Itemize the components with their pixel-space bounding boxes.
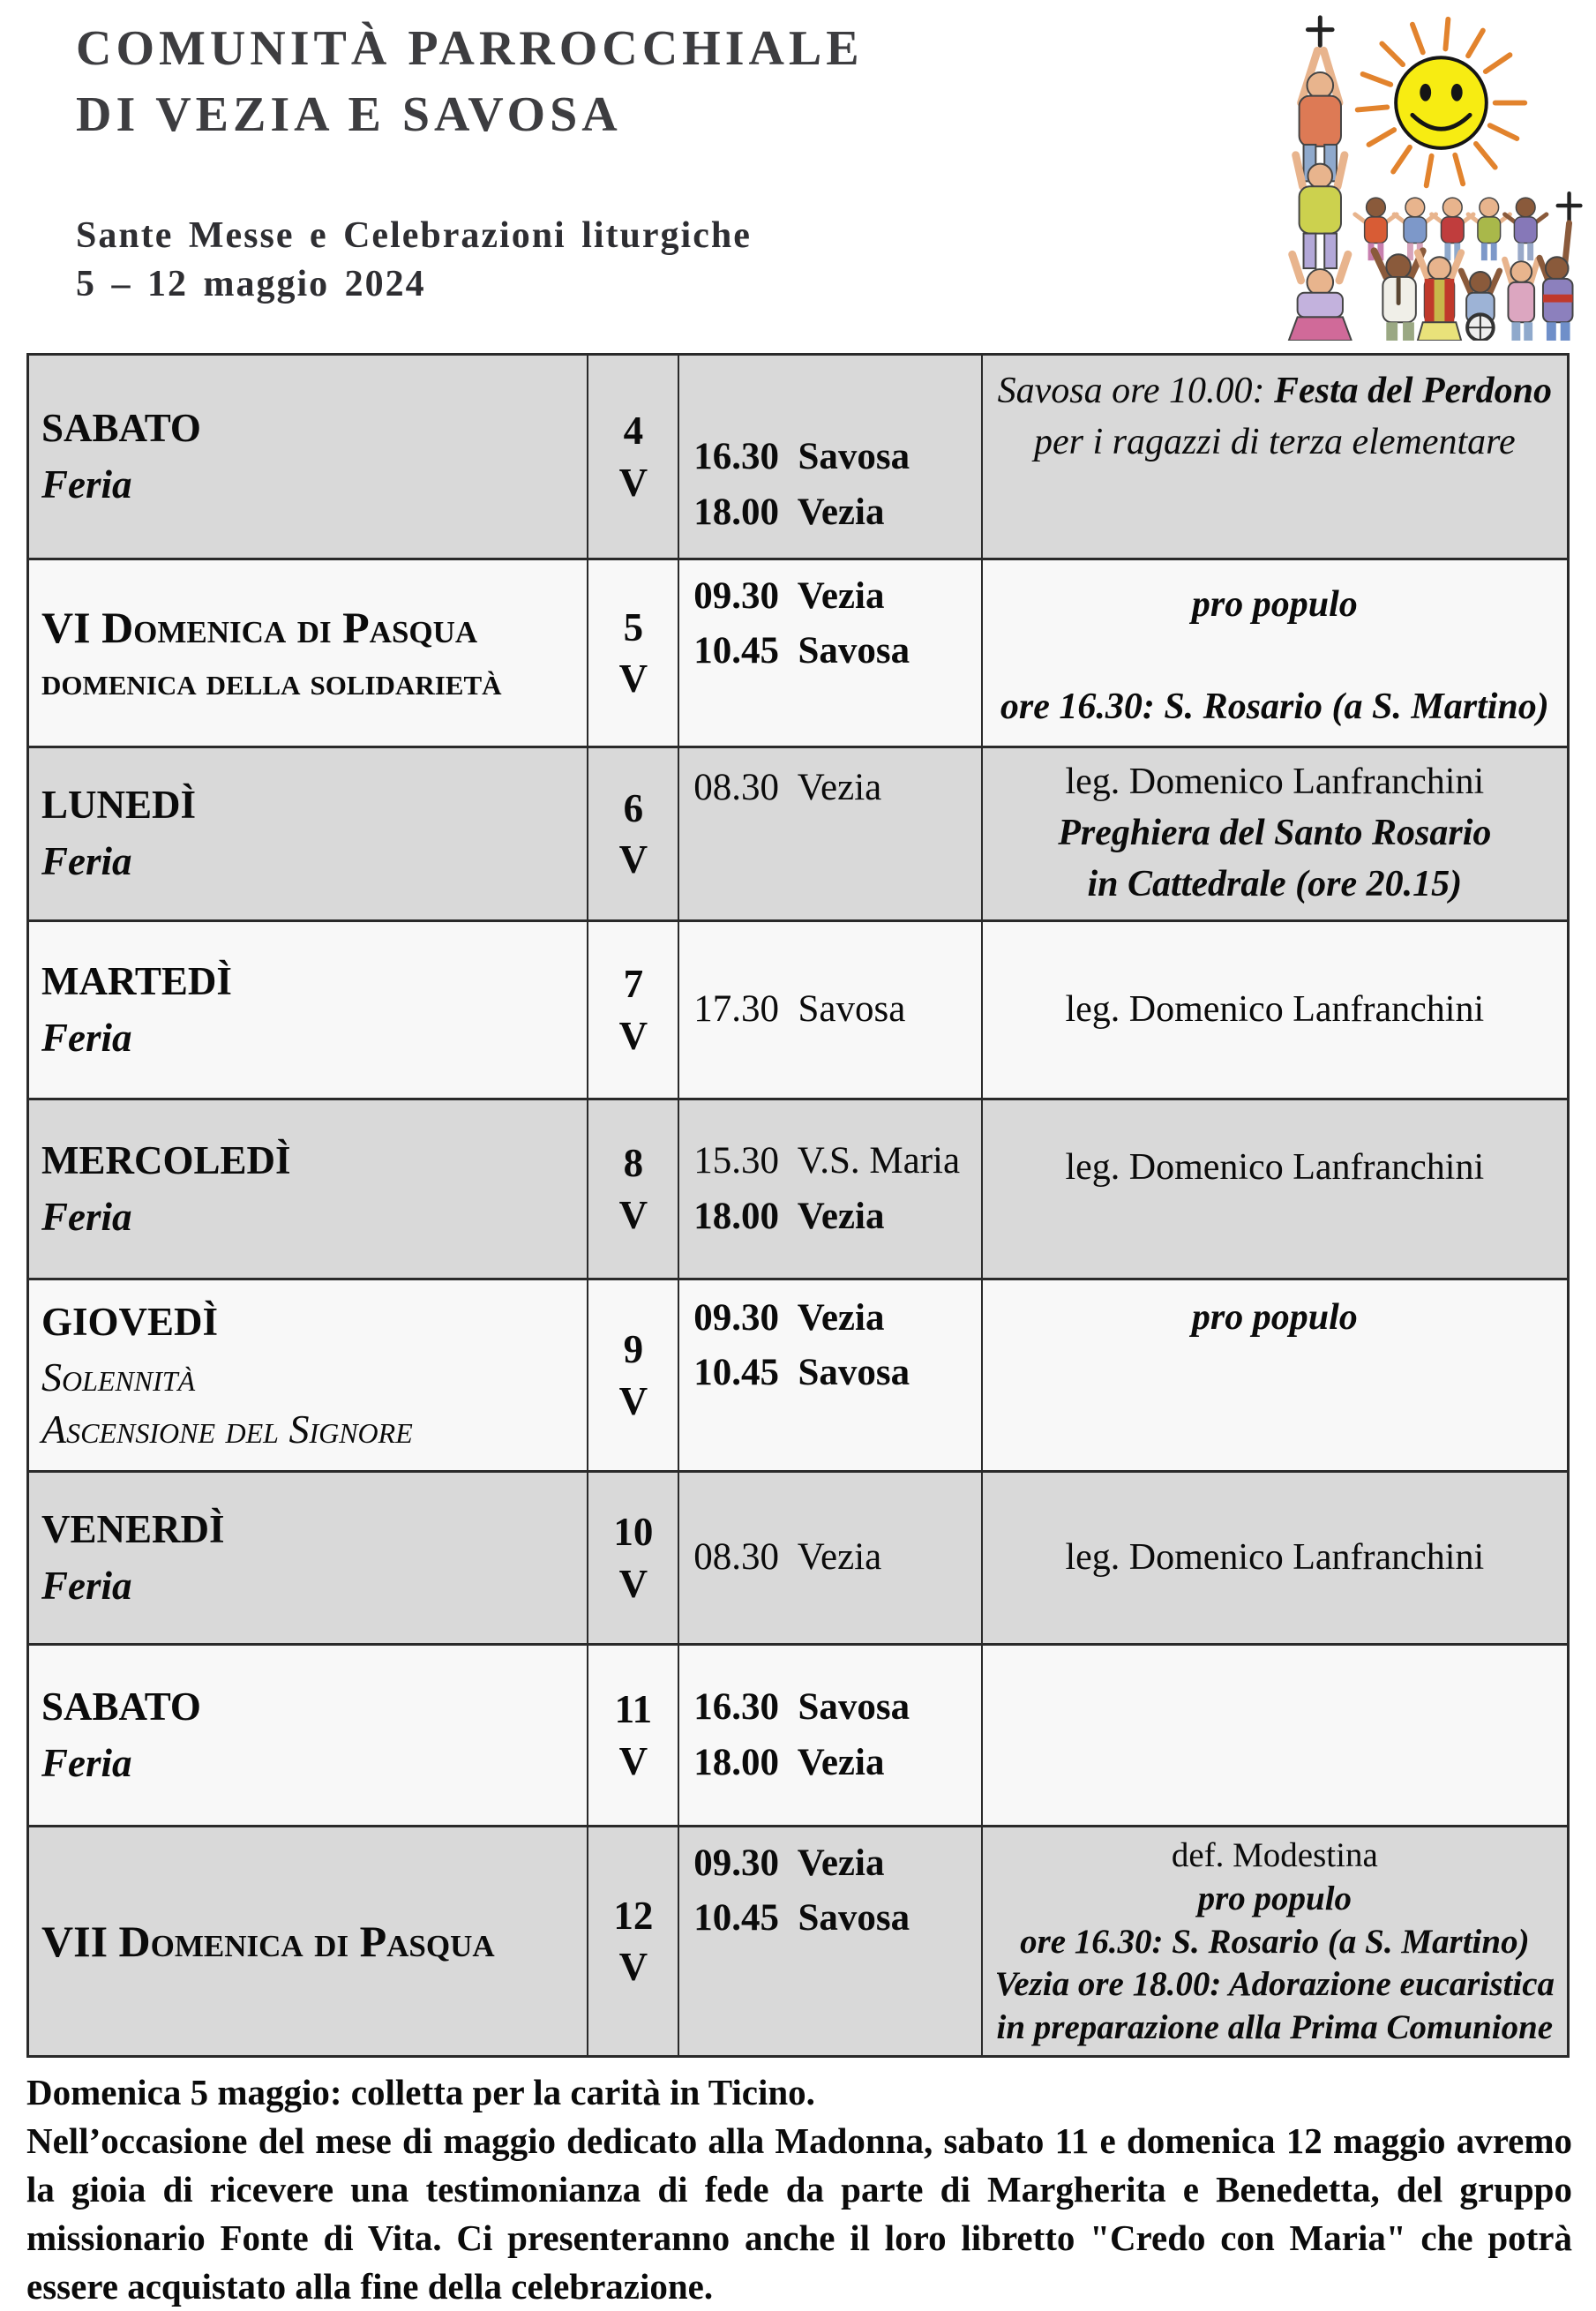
mass-times-cell xyxy=(679,1827,982,2055)
date-number: 7 xyxy=(623,962,644,1006)
note-text: Savosa ore 10.00: xyxy=(997,371,1275,411)
day-label: SABATO xyxy=(41,405,201,450)
cross-icon xyxy=(1558,193,1581,221)
mass-time: 10.45 Savosa xyxy=(693,1897,910,1940)
month-roman: V xyxy=(618,1561,648,1606)
schedule-row xyxy=(29,1280,1567,1473)
note-text: leg. Domenico Lanfranchini xyxy=(1065,988,1485,1030)
footer-paragraph: Nell’occasione del mese di maggio dedicato alla Madonna, sabato 11 e domenica 12 maggio avremo la gioia di ricevere una testimonianza di fede da parte di Margherita e Benedetta, del gruppo missionario Fonte di Vita. Ci presenteranno anche il loro libretto "Credo con Maria" che potrà essere acquistato alla fine della celebrazione. xyxy=(26,2120,1572,2307)
note-line xyxy=(992,1835,1558,1878)
day-label: VI Domenica di Pasqua xyxy=(41,602,478,652)
note-text: leg. Domenico Lanfranchini xyxy=(1065,762,1485,802)
intentions-cell xyxy=(983,1100,1567,1278)
note-line xyxy=(992,985,1558,1036)
mass-times-cell xyxy=(679,1100,982,1278)
month-roman: V xyxy=(618,1945,648,1989)
mass-time: 08.30 Vezia xyxy=(693,1536,882,1579)
mass-time: 08.30 Vezia xyxy=(693,767,882,808)
sun-face xyxy=(1396,57,1487,148)
date-number: 9 xyxy=(623,1327,644,1371)
note-text: leg. Domenico Lanfranchini xyxy=(1065,1536,1485,1578)
day-label: Feria xyxy=(41,839,132,883)
month-roman: V xyxy=(618,1378,648,1423)
note-line xyxy=(992,1533,1558,1584)
date-number: 10 xyxy=(613,1510,654,1554)
note-line xyxy=(992,580,1558,631)
intentions-cell xyxy=(983,922,1567,1098)
day-label: GIOVEDÌ xyxy=(41,1299,219,1344)
page-title xyxy=(76,16,864,148)
note-text: in Cattedrale (ore 20.15) xyxy=(1087,863,1463,904)
day-cell xyxy=(29,1100,588,1278)
month-roman: V xyxy=(618,1738,648,1783)
note-line xyxy=(992,1293,1558,1344)
day-label: Feria xyxy=(41,1194,132,1239)
schedule-row xyxy=(29,922,1567,1100)
note-line xyxy=(992,808,1558,859)
mass-times-cell xyxy=(679,356,982,558)
intentions-cell xyxy=(983,356,1567,558)
page-header xyxy=(0,0,1596,328)
note-text: pro populo xyxy=(1191,1297,1358,1338)
day-label: Feria xyxy=(41,1563,132,1608)
schedule-row xyxy=(29,1827,1567,2055)
day-cell xyxy=(29,1280,588,1470)
day-label: Solennità xyxy=(41,1354,196,1399)
footer-paragraph: Domenica 5 maggio: colletta per la carità in Ticino. xyxy=(26,2072,815,2112)
date-cell xyxy=(588,1280,679,1470)
mass-time: 18.00 Vezia xyxy=(693,1195,885,1237)
intentions-cell xyxy=(983,1280,1567,1470)
mass-time: 09.30 Vezia xyxy=(693,1842,885,1884)
day-cell xyxy=(29,1646,588,1825)
day-cell xyxy=(29,356,588,558)
mass-time: 18.00 Vezia xyxy=(693,1741,885,1783)
date-number: 8 xyxy=(623,1141,644,1185)
month-roman: V xyxy=(618,657,648,701)
mass-times-cell xyxy=(679,1473,982,1643)
date-cell xyxy=(588,1100,679,1278)
day-label: Feria xyxy=(41,461,132,506)
month-roman: V xyxy=(618,837,648,882)
note-line xyxy=(992,1921,1558,1964)
announcements xyxy=(26,2068,1572,2311)
cross-icon xyxy=(1308,18,1332,46)
note-line xyxy=(992,1963,1558,2007)
note-line xyxy=(992,1143,1558,1194)
mass-time: 17.30 Savosa xyxy=(693,988,906,1031)
sun-icon xyxy=(1358,19,1525,186)
note-text: pro populo xyxy=(1197,1879,1352,1917)
date-number: 5 xyxy=(623,604,644,649)
mass-times-cell xyxy=(679,748,982,919)
title-line-2: DI VEZIA E SAVOSA xyxy=(76,87,622,143)
mass-times-cell xyxy=(679,560,982,746)
day-label: domenica della solidarietà xyxy=(41,659,502,703)
month-roman: V xyxy=(618,1192,648,1237)
mass-time: 16.30 Savosa xyxy=(693,436,910,478)
schedule-row xyxy=(29,1646,1567,1827)
kids-row xyxy=(1355,198,1547,260)
intentions-cell xyxy=(983,1827,1567,2055)
note-text: Vezia ore 18.00: Adorazione eucaristica xyxy=(994,1965,1555,2004)
day-label: Ascensione del Signore xyxy=(41,1407,413,1452)
mass-time: 10.45 Savosa xyxy=(693,1352,910,1394)
note-line xyxy=(992,859,1558,911)
day-label: Feria xyxy=(41,1015,132,1060)
month-roman: V xyxy=(618,1013,648,1058)
date-cell xyxy=(588,1473,679,1643)
note-text: pro populo xyxy=(1191,584,1358,625)
date-number: 11 xyxy=(614,1687,653,1731)
page-subtitle xyxy=(76,212,752,308)
date-number: 12 xyxy=(613,1893,654,1938)
note-text: Preghiera del Santo Rosario xyxy=(1058,812,1492,853)
note-line xyxy=(992,1878,1558,1921)
adults-row xyxy=(1374,193,1580,341)
day-label: Feria xyxy=(41,1740,132,1785)
day-label: MERCOLEDÌ xyxy=(41,1137,291,1182)
note-line xyxy=(992,2007,1558,2050)
subtitle-line-2: 5 – 12 maggio 2024 xyxy=(76,263,426,304)
mass-time: 10.45 Savosa xyxy=(693,630,910,672)
schedule-row xyxy=(29,356,1567,560)
day-cell xyxy=(29,922,588,1098)
month-roman: V xyxy=(618,460,648,505)
mass-time: 18.00 Vezia xyxy=(693,491,885,533)
intentions-cell xyxy=(983,560,1567,746)
mass-times-cell xyxy=(679,1280,982,1470)
mass-times-cell xyxy=(679,1646,982,1825)
date-cell xyxy=(588,748,679,919)
title-line-1: COMUNITÀ PARROCCHIALE xyxy=(76,21,864,76)
note-text: per i ragazzi di terza elementare xyxy=(1034,421,1516,462)
subtitle-line-1: Sante Messe e Celebrazioni liturgiche xyxy=(76,215,752,256)
note-line xyxy=(992,417,1558,469)
intentions-cell xyxy=(983,1646,1567,1825)
day-cell xyxy=(29,560,588,746)
note-line xyxy=(992,366,1558,417)
day-cell xyxy=(29,1827,588,2055)
parish-children-sun-clipart xyxy=(1225,5,1588,341)
date-number: 6 xyxy=(623,785,644,830)
note-line xyxy=(992,757,1558,808)
note-text: leg. Domenico Lanfranchini xyxy=(1065,1147,1485,1188)
date-cell xyxy=(588,1646,679,1825)
date-cell xyxy=(588,922,679,1098)
intentions-cell xyxy=(983,1473,1567,1643)
schedule-row xyxy=(29,560,1567,748)
intentions-cell xyxy=(983,748,1567,919)
mass-time: 15.30 V.S. Maria xyxy=(693,1140,961,1182)
mass-schedule-table xyxy=(26,353,1570,2058)
mass-time: 09.30 Vezia xyxy=(693,1297,885,1339)
date-cell xyxy=(588,356,679,558)
note-text: ore 16.30: S. Rosario (a S. Martino) xyxy=(1020,1922,1530,1961)
mass-times-cell xyxy=(679,922,982,1098)
note-text: Festa del Perdono xyxy=(1274,371,1552,411)
day-label: MARTEDÌ xyxy=(41,958,232,1003)
mass-time: 16.30 Savosa xyxy=(693,1686,910,1729)
day-label: VII Domenica di Pasqua xyxy=(41,1916,495,1966)
schedule-row xyxy=(29,748,1567,922)
schedule-row xyxy=(29,1473,1567,1646)
day-label: VENERDÌ xyxy=(41,1506,225,1551)
note-line xyxy=(992,682,1558,733)
date-cell xyxy=(588,1827,679,2055)
day-cell xyxy=(29,748,588,919)
day-label: LUNEDÌ xyxy=(41,783,197,828)
note-text: ore 16.30: S. Rosario (a S. Martino) xyxy=(1000,687,1549,728)
mass-time: 09.30 Vezia xyxy=(693,575,885,617)
day-cell xyxy=(29,1473,588,1643)
note-text: in preparazione alla Prima Comunione xyxy=(996,2008,1554,2046)
date-cell xyxy=(588,560,679,746)
schedule-row xyxy=(29,1100,1567,1280)
date-number: 4 xyxy=(623,409,644,453)
day-label: SABATO xyxy=(41,1684,201,1729)
note-text: def. Modestina xyxy=(1171,1836,1378,1874)
